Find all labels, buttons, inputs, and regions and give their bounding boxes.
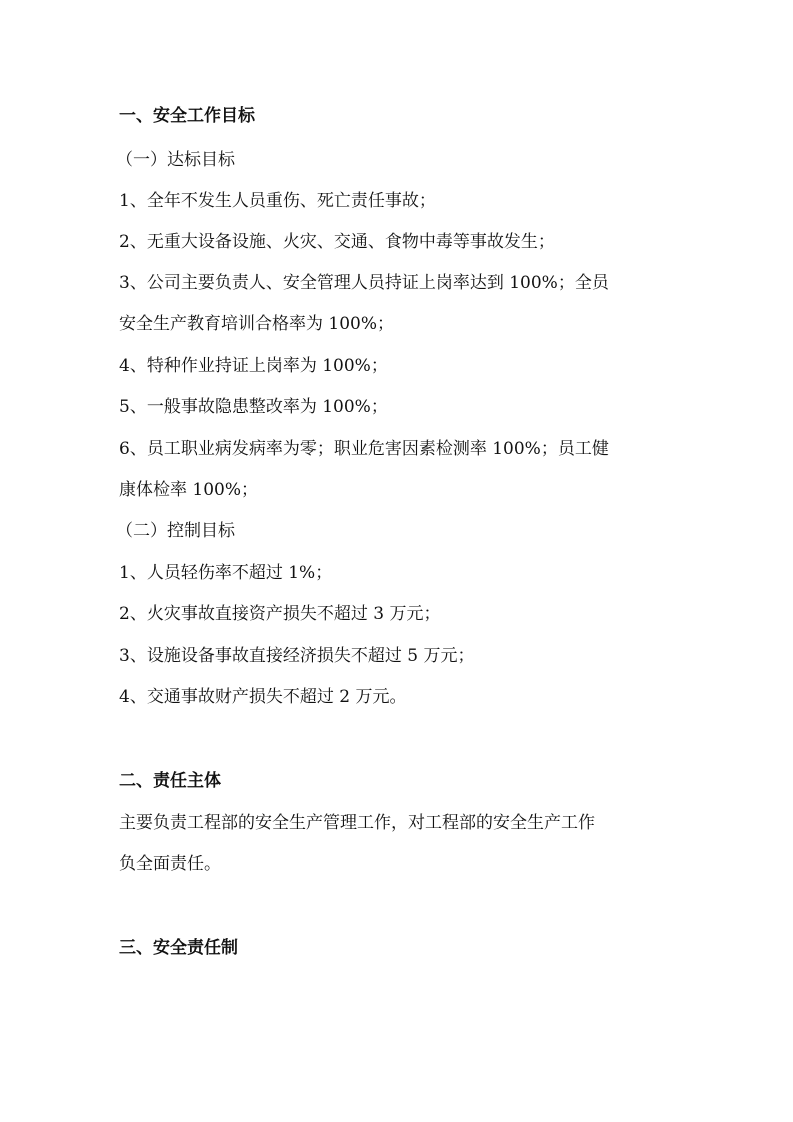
subsection-1-title: （一）达标目标 xyxy=(116,150,235,170)
subsection-2-title: （二）控制目标 xyxy=(116,521,235,541)
goal-item-6-continued: 康体检率 100%； xyxy=(119,480,259,500)
section-2-body-line-1: 主要负责工程部的安全生产管理工作，对工程部的安全生产工作 xyxy=(119,813,595,833)
section-2-body-line-2: 负全面责任。 xyxy=(119,854,221,874)
goal-item-2: 2、无重大设备设施、火灾、交通、食物中毒等事故发生； xyxy=(119,232,555,252)
goal-item-4: 4、特种作业持证上岗率为 100%； xyxy=(119,356,388,376)
goal-item-6: 6、员工职业病发病率为零；职业危害因素检测率 100%；员工健 xyxy=(119,439,609,459)
section-3-title: 三、安全责任制 xyxy=(119,938,238,958)
goal-item-5: 5、一般事故隐患整改率为 100%； xyxy=(119,397,388,417)
control-item-3: 3、设施设备事故直接经济损失不超过 5 万元； xyxy=(119,646,475,666)
section-1-title: 一、安全工作目标 xyxy=(119,106,255,126)
goal-item-3: 3、公司主要负责人、安全管理人员持证上岗率达到 100%；全员 xyxy=(119,273,609,293)
section-2-title: 二、责任主体 xyxy=(119,771,221,791)
control-item-1: 1、人员轻伤率不超过 1%； xyxy=(119,563,333,583)
control-item-4: 4、交通事故财产损失不超过 2 万元。 xyxy=(119,687,407,707)
goal-item-1: 1、全年不发生人员重伤、死亡责任事故； xyxy=(119,191,436,211)
control-item-2: 2、火灾事故直接资产损失不超过 3 万元； xyxy=(119,604,441,624)
goal-item-3-continued: 安全生产教育培训合格率为 100%； xyxy=(119,314,395,334)
